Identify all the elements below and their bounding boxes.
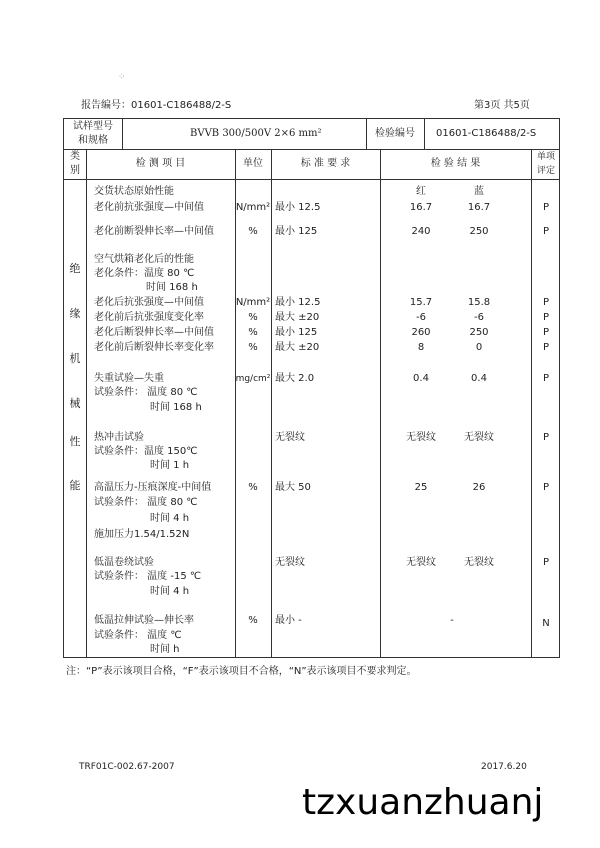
standard: 最小 - bbox=[275, 615, 302, 626]
standard: 最大 ±20 bbox=[275, 342, 320, 353]
standard: 无裂纹 bbox=[275, 432, 305, 443]
result-1: -6 bbox=[416, 312, 426, 323]
table-row bbox=[64, 629, 561, 643]
result-1: 0.4 bbox=[413, 373, 429, 384]
item-text: 时间 168 h bbox=[150, 402, 202, 413]
table-row bbox=[64, 496, 561, 510]
report-number: 报告编号：01601-C186488/2-S bbox=[81, 100, 232, 111]
judgement: P bbox=[542, 342, 550, 353]
table-row bbox=[64, 556, 561, 570]
corner-mark: ⁘ bbox=[118, 72, 126, 82]
item-text: 高温压力-压痕深度-中间值 bbox=[94, 482, 212, 493]
result-2: 无裂纹 bbox=[464, 432, 494, 443]
report-date: 2017.6.20 bbox=[481, 762, 527, 772]
header-category-line-2: 别 bbox=[70, 165, 80, 176]
header-judgement-line-1: 单项 bbox=[536, 152, 555, 162]
judgement: P bbox=[542, 202, 550, 213]
table-row bbox=[64, 481, 561, 495]
standard: 最小 12.5 bbox=[275, 297, 321, 308]
item-text: 老化前后抗张强度变化率 bbox=[94, 312, 204, 323]
table-row bbox=[64, 253, 561, 267]
table-row bbox=[64, 281, 561, 295]
result-1: 16.7 bbox=[409, 202, 433, 213]
item-text: 热冲击试验 bbox=[94, 432, 144, 443]
table-row bbox=[64, 341, 561, 355]
inspection-label: 检验编号 bbox=[375, 128, 415, 139]
result-1: 25 bbox=[414, 482, 428, 493]
table-row bbox=[64, 401, 561, 415]
header-result: 检 验 结 果 bbox=[430, 158, 481, 169]
result-2: 无裂纹 bbox=[464, 557, 494, 568]
unit: % bbox=[248, 226, 258, 237]
category-char: 机 bbox=[69, 352, 81, 365]
unit: % bbox=[248, 342, 258, 353]
category-char: 绝 bbox=[69, 262, 81, 275]
header-category bbox=[64, 150, 86, 178]
item-text: 试验条件： 温度 ℃ bbox=[94, 630, 182, 641]
form-code: TRF01C-002.67-2007 bbox=[79, 762, 175, 772]
item-text: 老化后断裂伸长率—中间值 bbox=[94, 327, 214, 338]
model-label-line-2: 和规格 bbox=[78, 135, 108, 146]
unit: N/mm² bbox=[235, 202, 271, 213]
table-row bbox=[64, 386, 561, 400]
header-item: 检 测 项 目 bbox=[135, 158, 186, 169]
item-text: 试验条件： 温度 80 ℃ bbox=[94, 497, 198, 508]
result-1: 红 bbox=[416, 186, 426, 197]
result-2: 0.4 bbox=[471, 373, 487, 384]
judgement: P bbox=[542, 373, 550, 384]
table-row bbox=[64, 225, 561, 239]
result-1: 8 bbox=[417, 342, 425, 353]
table-row bbox=[64, 643, 561, 657]
item-text: 老化前后断裂伸长率变化率 bbox=[94, 342, 214, 353]
judgement: P bbox=[542, 226, 550, 237]
result-2: -6 bbox=[474, 312, 484, 323]
table-row bbox=[64, 372, 561, 386]
header-judgement-line-2: 评定 bbox=[536, 166, 555, 176]
inspection-value: 01601-C186488/2-S bbox=[436, 128, 537, 139]
test-report-table bbox=[63, 118, 560, 658]
item-text: 时间 h bbox=[150, 644, 180, 655]
page-info: 第3页 共5页 bbox=[474, 100, 530, 111]
table-row bbox=[64, 512, 561, 526]
watermark-text: tzxuanzhuanj bbox=[302, 782, 544, 823]
judgement: P bbox=[542, 327, 550, 338]
standard: 最小 125 bbox=[275, 226, 318, 237]
item-text: 老化后抗张强度—中间值 bbox=[94, 297, 204, 308]
item-text: 老化前断裂伸长率—中间值 bbox=[94, 226, 214, 237]
standard: 无裂纹 bbox=[275, 557, 305, 568]
item-text: 老化条件：温度 80 ℃ bbox=[94, 268, 195, 279]
result-1: 无裂纹 bbox=[406, 432, 436, 443]
item-text: 失重试验—失重 bbox=[94, 373, 164, 384]
standard: 最大 50 bbox=[275, 482, 311, 493]
result-1: 260 bbox=[411, 327, 431, 338]
item-text: 试验条件：温度 150℃ bbox=[94, 446, 198, 457]
category-char: 能 bbox=[69, 479, 81, 492]
unit: N/mm² bbox=[235, 297, 271, 308]
result-2: 15.8 bbox=[467, 297, 491, 308]
table-row bbox=[64, 431, 561, 445]
table-row bbox=[64, 201, 561, 215]
divider bbox=[122, 119, 123, 149]
result-1: 15.7 bbox=[409, 297, 433, 308]
result-2: 250 bbox=[469, 327, 489, 338]
item-text: 时间 4 h bbox=[150, 586, 190, 597]
item-text: 低温拉伸试验—伸长率 bbox=[94, 615, 194, 626]
table-row bbox=[64, 585, 561, 599]
table-row bbox=[64, 445, 561, 459]
result-2: 蓝 bbox=[474, 186, 484, 197]
judgement: P bbox=[542, 312, 550, 323]
item-text: 时间 4 h bbox=[150, 513, 190, 524]
judgement: N bbox=[542, 618, 550, 629]
result-1: 240 bbox=[411, 226, 431, 237]
result-1: 无裂纹 bbox=[406, 557, 436, 568]
item-text: 老化前抗张强度—中间值 bbox=[94, 202, 204, 213]
result-2: 250 bbox=[469, 226, 489, 237]
result-1: - bbox=[450, 615, 454, 626]
header-category-line-1: 类 bbox=[70, 151, 80, 162]
table-row bbox=[64, 267, 561, 281]
table-row bbox=[64, 614, 561, 628]
table-row bbox=[64, 326, 561, 340]
model-value: BVVB 300/500V 2×6 mm² bbox=[190, 128, 322, 139]
judgement: P bbox=[542, 432, 550, 443]
item-text: 试验条件： 温度 80 ℃ bbox=[94, 387, 198, 398]
item-text: 交货状态原始性能 bbox=[94, 186, 174, 197]
table-row bbox=[64, 296, 561, 310]
model-label bbox=[64, 120, 122, 148]
table-row bbox=[64, 528, 561, 542]
result-2: 0 bbox=[475, 342, 483, 353]
table-row bbox=[64, 570, 561, 584]
table-row bbox=[64, 185, 561, 199]
standard: 最小 12.5 bbox=[275, 202, 321, 213]
judgement: P bbox=[542, 482, 550, 493]
unit: % bbox=[248, 615, 258, 626]
item-text: 时间 168 h bbox=[146, 282, 198, 293]
model-label-line-1: 试样型号 bbox=[73, 121, 113, 132]
legend-note: 注：“P”表示该项目合格，“F”表示该项目不合格，“N”表示该项目不要求判定。 bbox=[66, 666, 417, 677]
standard: 最大 2.0 bbox=[275, 373, 315, 384]
unit: % bbox=[248, 327, 258, 338]
table-row bbox=[64, 459, 561, 473]
category-char: 性 bbox=[69, 435, 81, 448]
item-text: 时间 1 h bbox=[150, 460, 190, 471]
standard: 最小 125 bbox=[275, 327, 318, 338]
item-text: 试验条件： 温度 -15 ℃ bbox=[94, 571, 202, 582]
table-row bbox=[64, 311, 561, 325]
category-char: 缘 bbox=[69, 307, 81, 320]
header-unit: 单位 bbox=[243, 158, 263, 169]
unit: % bbox=[248, 482, 258, 493]
unit: % bbox=[248, 312, 258, 323]
result-2: 26 bbox=[472, 482, 486, 493]
category-char: 械 bbox=[69, 397, 81, 410]
judgement: P bbox=[542, 297, 550, 308]
header-judgement bbox=[531, 150, 561, 178]
header-standard: 标 准 要 求 bbox=[300, 158, 351, 169]
standard: 最大 ±20 bbox=[275, 312, 320, 323]
divider bbox=[424, 119, 425, 149]
judgement: P bbox=[542, 557, 550, 568]
divider bbox=[64, 149, 559, 150]
item-text: 空气烘箱老化后的性能 bbox=[94, 254, 194, 265]
item-text: 施加压力1.54/1.52N bbox=[94, 529, 190, 540]
divider bbox=[64, 179, 559, 180]
result-2: 16.7 bbox=[467, 202, 491, 213]
item-text: 低温卷绕试验 bbox=[94, 557, 154, 568]
unit: mg/cm² bbox=[235, 374, 271, 384]
